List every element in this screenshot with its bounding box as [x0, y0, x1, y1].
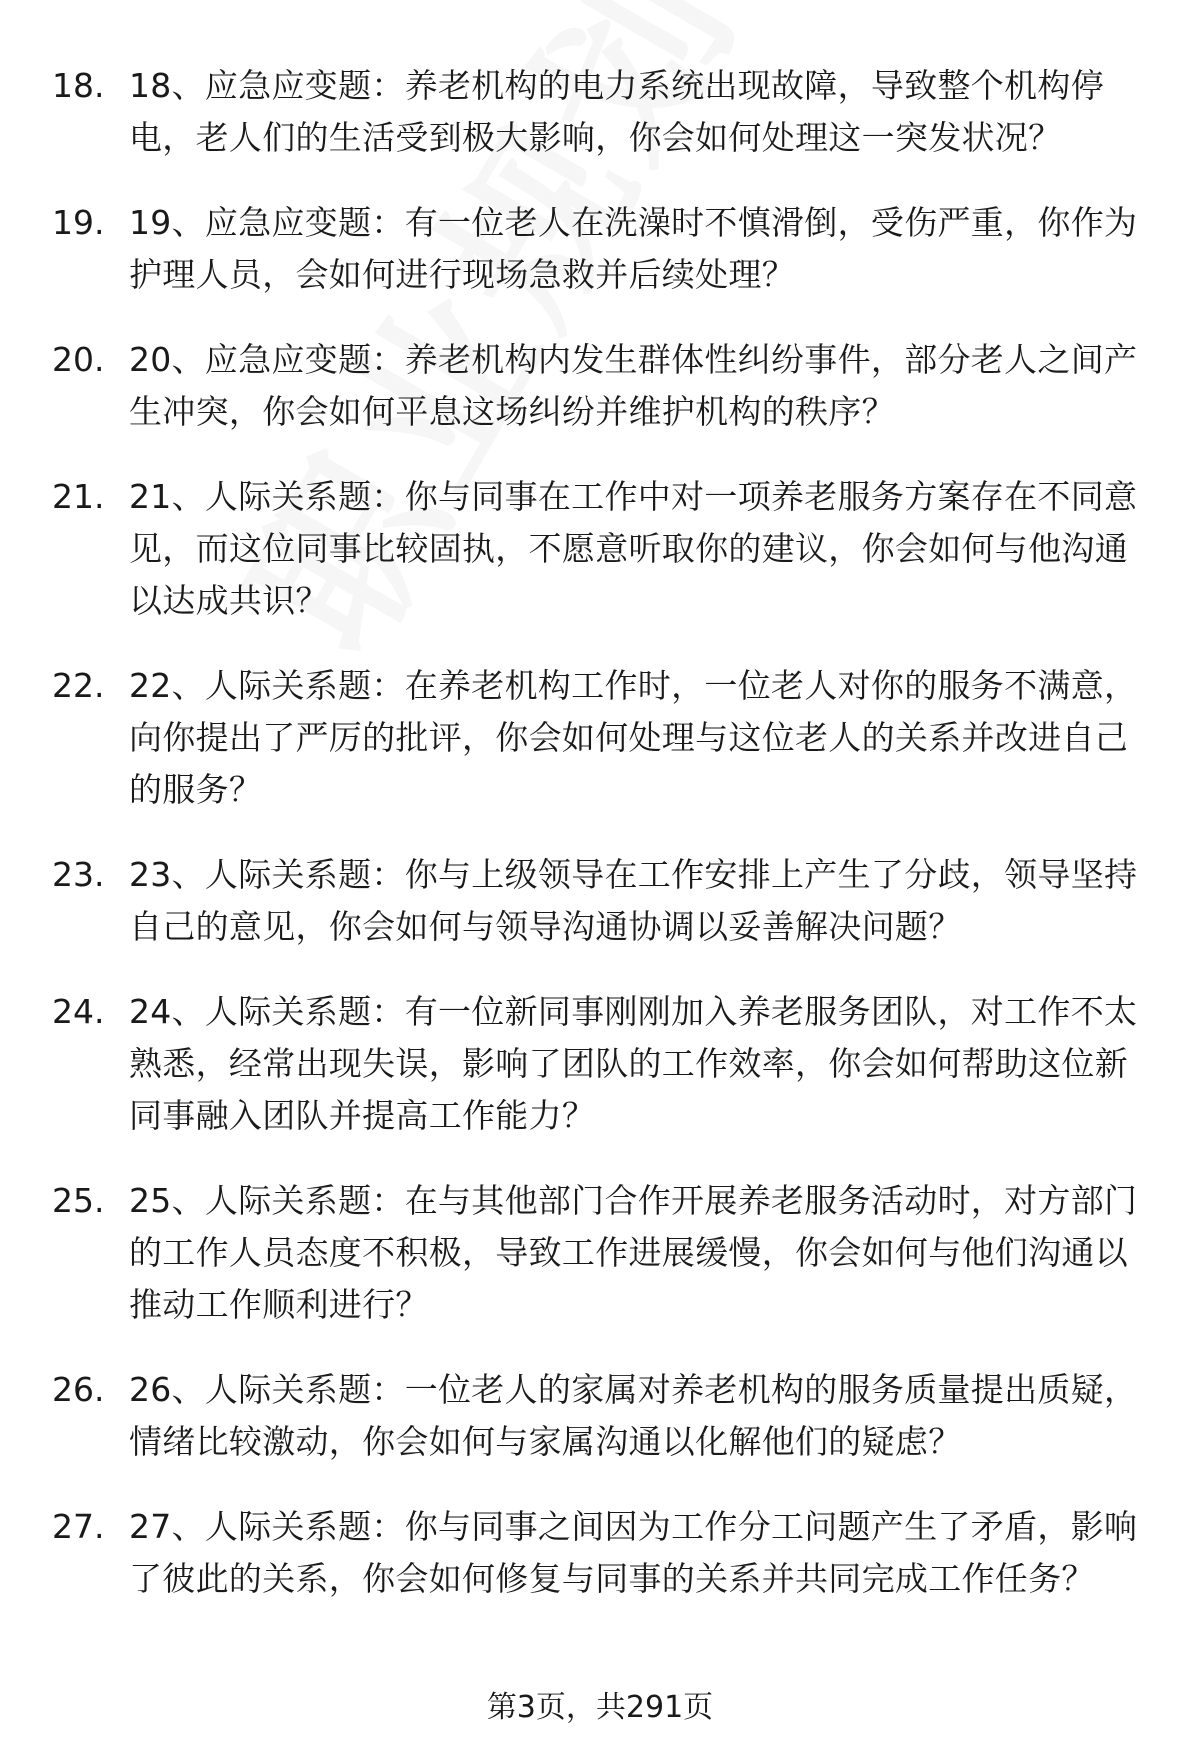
item-number: 19. [52, 203, 105, 242]
item-number: 25. [52, 1181, 105, 1220]
list-item [0, 1501, 1200, 1605]
item-text: 27、人际关系题：你与同事之间因为工作分工问题产生了矛盾，影响了彼此的关系，你会如何修复与同事的关系并共同完成工作任务？ [129, 1507, 1138, 1598]
item-text: 18、应急应变题：养老机构的电力系统出现故障，导致整个机构停电，老人们的生活受到极大影响，你会如何处理这一突发状况？ [129, 66, 1104, 157]
item-text: 24、人际关系题：有一位新同事刚刚加入养老服务团队，对工作不太熟悉，经常出现失误，影响了团队的工作效率，你会如何帮助这位新同事融入团队并提高工作能力？ [129, 992, 1138, 1135]
list-item [0, 60, 1200, 164]
list-item [0, 334, 1200, 438]
list-item [0, 660, 1200, 816]
item-text: 25、人际关系题：在与其他部门合作开展养老服务活动时，对方部门的工作人员态度不积极，导致工作进展缓慢，你会如何与他们沟通以推动工作顺利进行？ [129, 1181, 1138, 1324]
list-item [0, 471, 1200, 627]
item-text: 22、人际关系题：在养老机构工作时，一位老人对你的服务不满意，向你提出了严厉的批评，你会如何处理与这位老人的关系并改进自己的服务？ [129, 666, 1138, 809]
item-text: 20、应急应变题：养老机构内发生群体性纠纷事件，部分老人之间产生冲突，你会如何平息这场纠纷并维护机构的秩序？ [129, 340, 1138, 431]
item-number: 24. [52, 992, 105, 1031]
item-number: 26. [52, 1370, 105, 1409]
item-number: 22. [52, 666, 105, 705]
item-text: 23、人际关系题：你与上级领导在工作安排上产生了分歧，领导坚持自己的意见，你会如何与领导沟通协调以妥善解决问题？ [129, 855, 1138, 946]
list-item [0, 197, 1200, 301]
list-item [0, 1364, 1200, 1468]
item-number: 20. [52, 340, 105, 379]
page-number-label: 第3页，共291页 [486, 1690, 714, 1725]
item-number: 21. [52, 477, 105, 516]
list-item [0, 1175, 1200, 1331]
question-list [0, 60, 1200, 1638]
item-number: 27. [52, 1507, 105, 1546]
list-item [0, 849, 1200, 953]
list-item [0, 986, 1200, 1142]
item-text: 26、人际关系题：一位老人的家属对养老机构的服务质量提出质疑，情绪比较激动，你会如何与家属沟通以化解他们的疑虑？ [129, 1370, 1138, 1461]
item-number: 18. [52, 66, 105, 105]
page-footer [0, 1688, 1200, 1728]
item-text: 21、人际关系题：你与同事在工作中对一项养老服务方案存在不同意见，而这位同事比较固执，不愿意听取你的建议，你会如何与他沟通以达成共识？ [129, 477, 1138, 620]
item-text: 19、应急应变题：有一位老人在洗澡时不慎滑倒，受伤严重，你作为护理人员，会如何进行现场急救并后续处理？ [129, 203, 1138, 294]
item-number: 23. [52, 855, 105, 894]
